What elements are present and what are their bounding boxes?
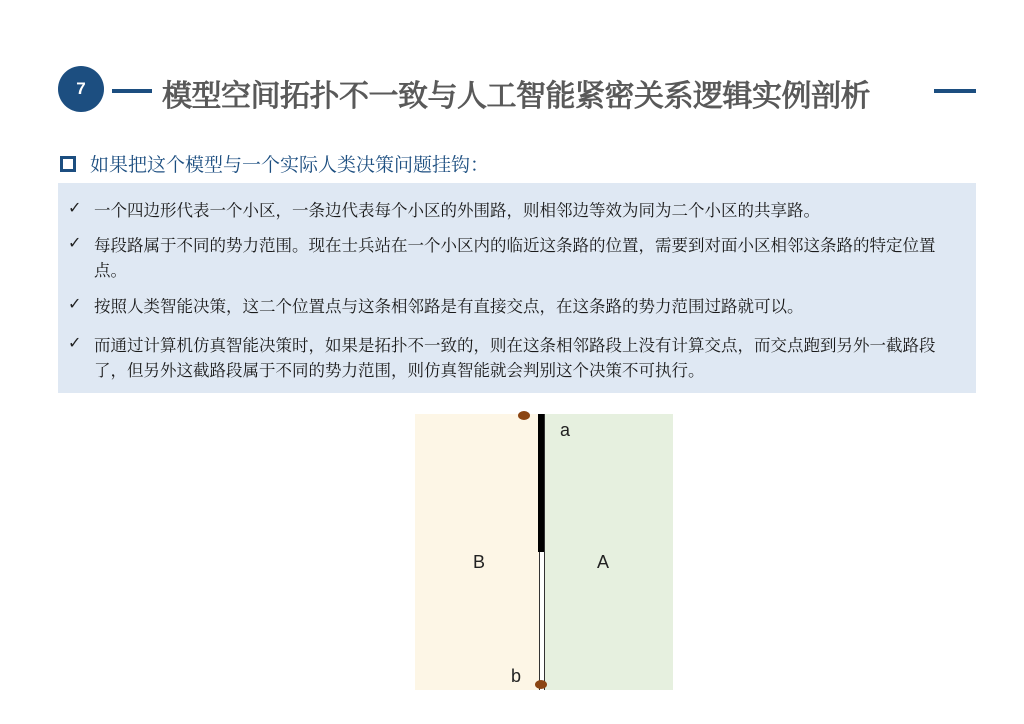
road-segment-highlight — [538, 414, 544, 552]
title-row — [58, 66, 978, 116]
point-a-marker — [518, 411, 530, 420]
road-diagram — [415, 412, 673, 690]
list-item-text: 一个四边形代表一个小区，一条边代表每个小区的外围路，则相邻边等效为同为二个小区的共享路。 — [94, 201, 820, 220]
list-item-text: 而通过计算机仿真智能决策时，如果是拓扑不一致的，则在这条相邻路段上没有计算交点，而交点跑到另外一截路段了，但另外这截路段属于不同的势力范围，则仿真智能就会判别这个决策不可执行。 — [94, 336, 936, 380]
title-dash-right — [934, 89, 976, 93]
point-b-label: b — [511, 666, 522, 686]
region-b-label: B — [473, 552, 486, 572]
point-a-label: a — [560, 420, 571, 440]
checkmark-icon: ✓ — [68, 198, 82, 217]
bullet-panel — [58, 183, 976, 393]
checkmark-icon: ✓ — [68, 333, 82, 352]
list-item-text: 每段路属于不同的势力范围。现在士兵站在一个小区内的临近这条路的位置，需要到对面小区相邻这条路的特定位置点。 — [94, 236, 936, 280]
checkmark-icon: ✓ — [68, 233, 82, 252]
checkmark-icon: ✓ — [68, 294, 82, 313]
page-title: 模型空间拓扑不一致与人工智能紧密关系逻辑实例剖析 — [162, 79, 870, 114]
square-bullet-icon — [60, 156, 76, 172]
point-b-marker — [535, 680, 547, 689]
subtitle: 如果把这个模型与一个实际人类决策问题挂钩： — [90, 154, 490, 176]
title-dash-left — [112, 89, 152, 93]
section-number-badge: 7 — [58, 66, 104, 112]
region-a-label: A — [597, 552, 610, 572]
list-item-text: 按照人类智能决策，这二个位置点与这条相邻路是有直接交点，在这条路的势力范围过路就可以。 — [94, 297, 804, 316]
